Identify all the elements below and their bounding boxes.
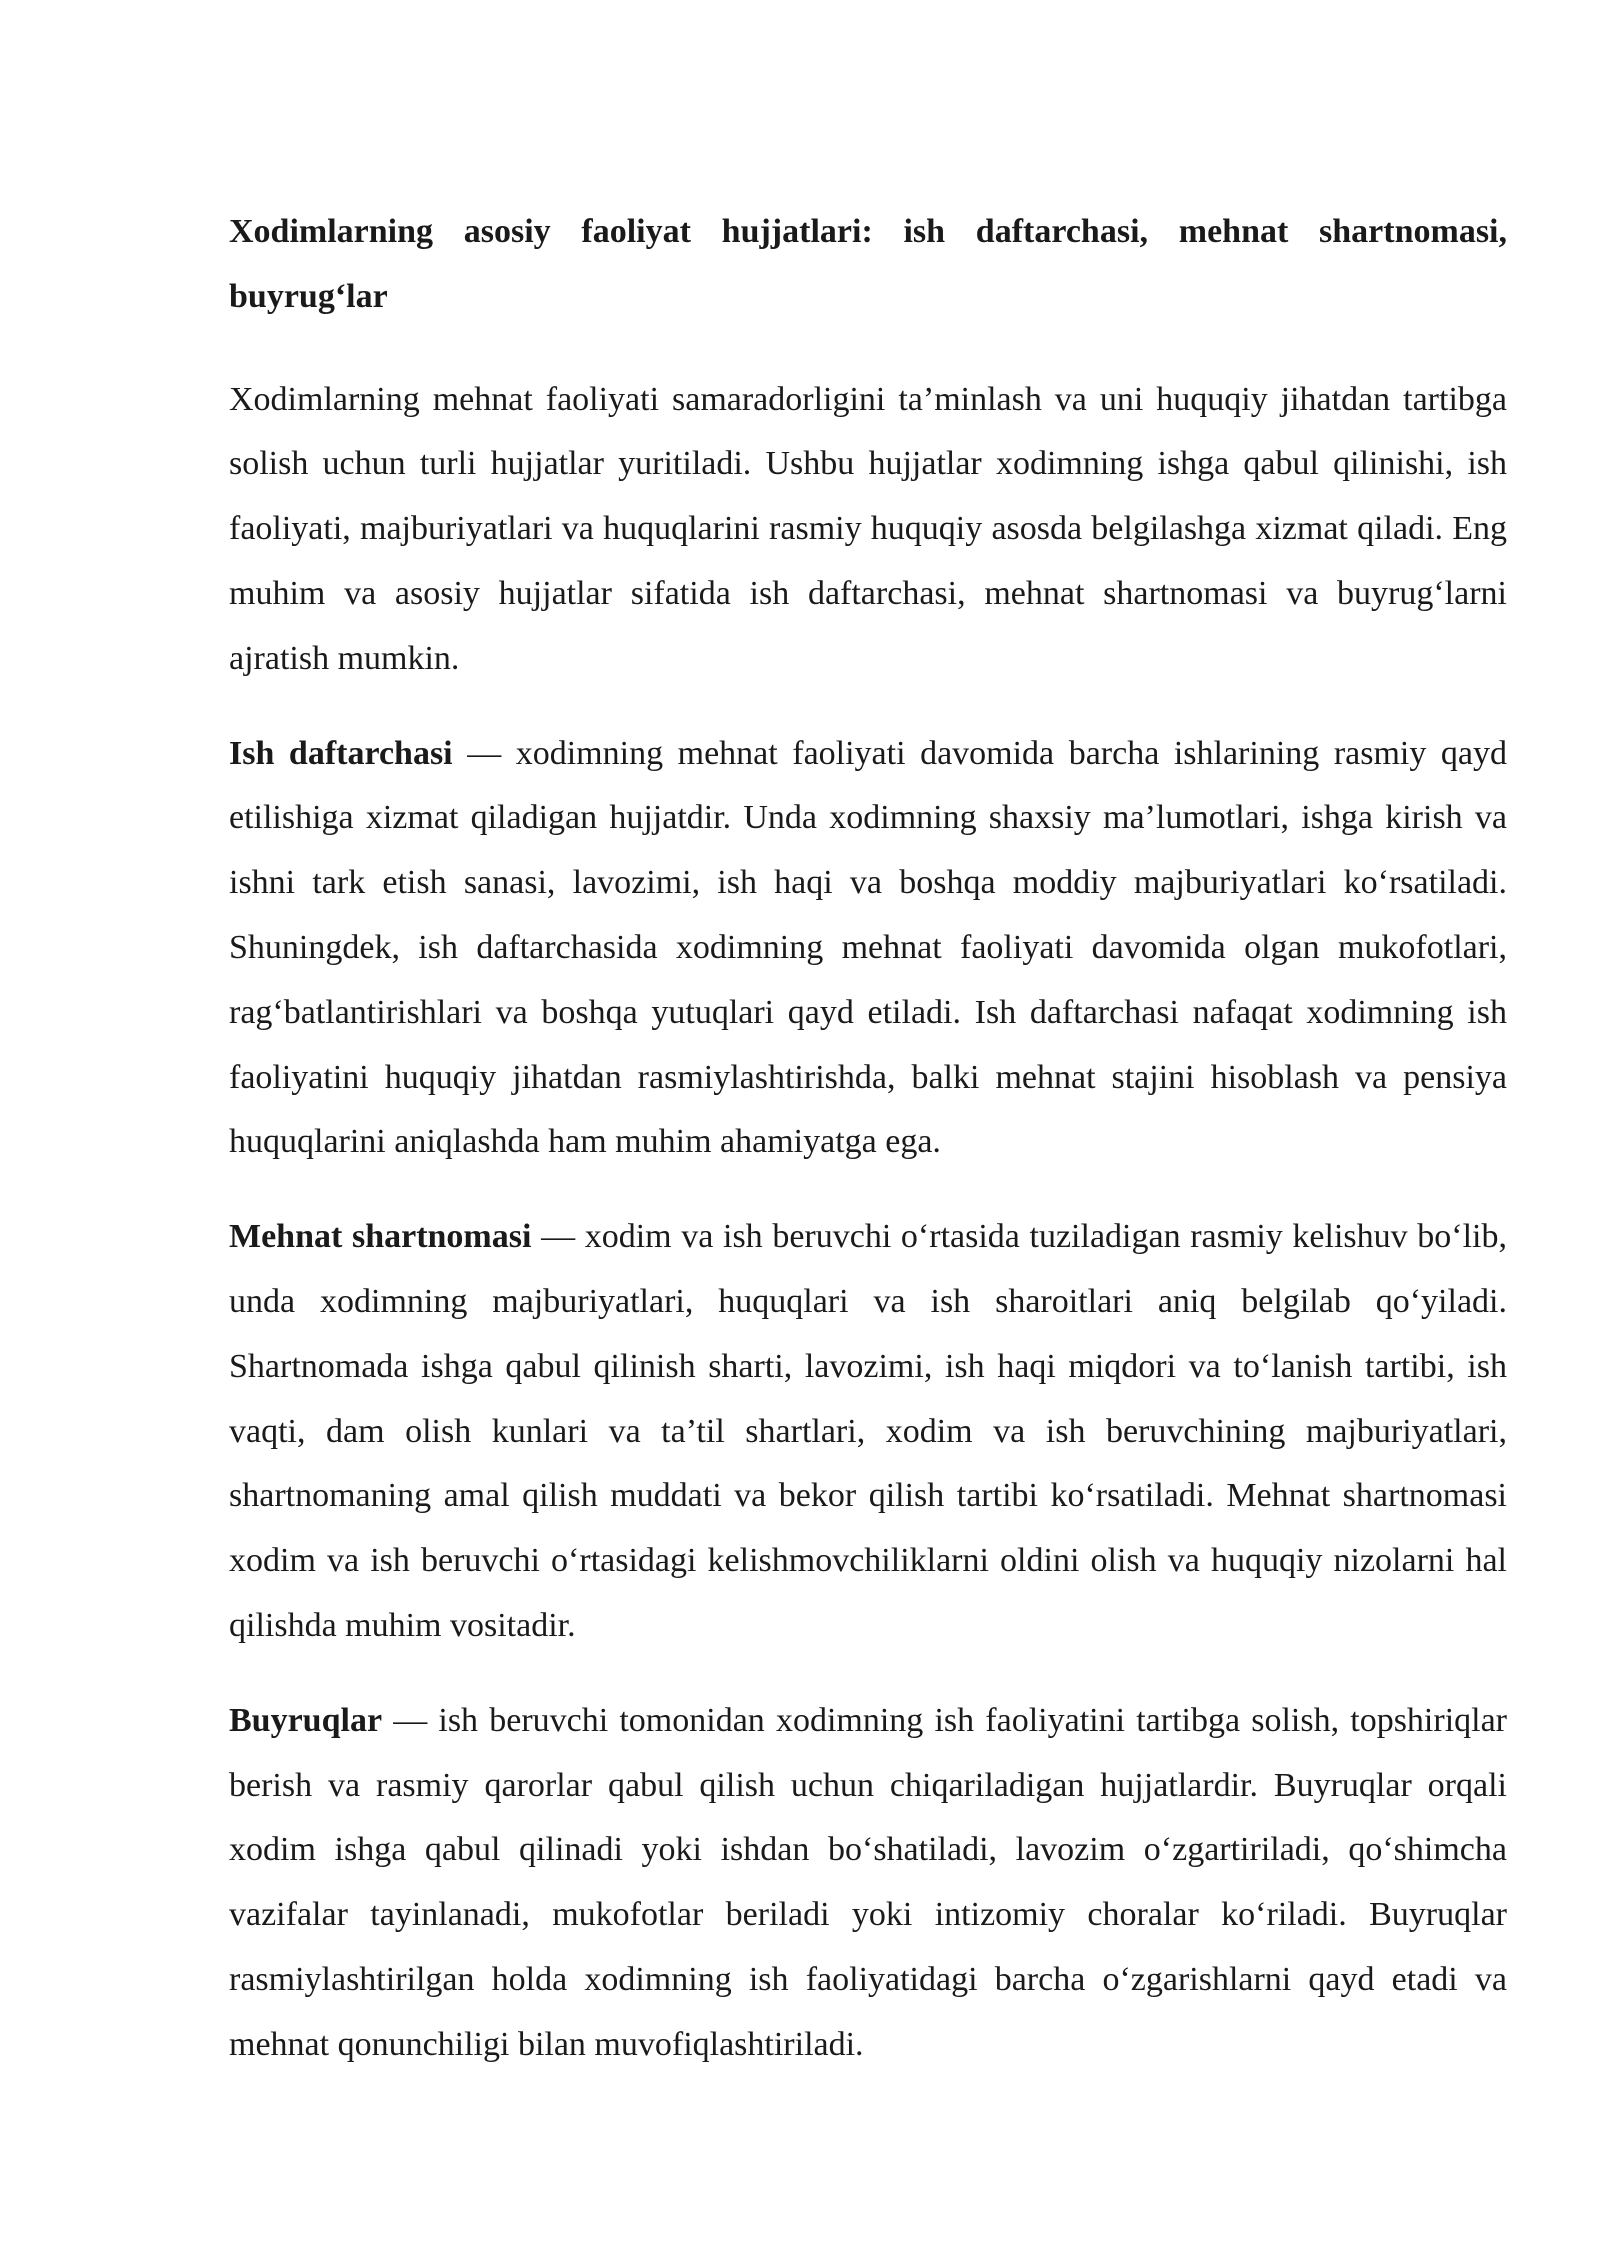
section-buyruqlar [229, 1689, 1507, 2078]
section-text: — ish beruvchi tomonidan xodimning ish faoliyatini tartibga solish, topshiriqlar berish va rasmiy qarorlar qabul qilish uchun chiqariladigan hujjatlardir. Buyruqlar orqali xodim ishga qabul qilinadi yoki ishdan bo‘shatiladi, lavozim o‘zgartiriladi, qo‘shimcha vazifalar tayinlanadi, mukofotlar beriladi yoki intizomiy choralar ko‘riladi. Buyruqlar rasmiylashtirilgan holda xodimning ish faoliyatidagi barcha o‘zgarishlarni qayd etadi va mehnat qonunchiligi bilan muvofiqlashtiriladi. [229, 1701, 1507, 2063]
document-body [229, 200, 1507, 2108]
section-term: Mehnat shartnomasi [229, 1218, 532, 1256]
section-term: Buyruqlar [229, 1701, 383, 1739]
document-title: Xodimlarning asosiy faoliyat hujjatlari: ish daftarchasi, mehnat shartnomasi, buyrug‘lar [229, 213, 1507, 315]
section-text: — xodim va ish beruvchi o‘rtasida tuziladigan rasmiy kelishuv bo‘lib, unda xodimning majburiyatlari, huquqlari va ish sharoitlari aniq belgilab qo‘yiladi. Shartnomada ishga qabul qilinish sharti, lavozimi, ish haqi miqdori va to‘lanish tartibi, ish vaqti, dam olish kunlari va ta’til shartlari, xodim va ish beruvchining majburiyatlari, shartnomaning amal qilish muddati va bekor qilish tartibi ko‘rsatiladi. Mehnat shartnomasi xodim va ish beruvchi o‘rtasidagi kelishmovchiliklarni oldini olish va huquqiy nizolarni hal qilishda muhim vositadir. [229, 1218, 1507, 1644]
section-mehnat-shartnomasi [229, 1205, 1507, 1659]
section-ish-daftarchasi [229, 722, 1507, 1176]
section-term: Ish daftarchasi [229, 734, 453, 772]
section-text: — xodimning mehnat faoliyati davomida barcha ishlarining rasmiy qayd etilishiga xizmat qiladigan hujjatdir. Unda xodimning shaxsiy ma’lumotlari, ishga kirish va ishni tark etish sanasi, lavozimi, ish haqi va boshqa moddiy majburiyatlari ko‘rsatiladi. Shuningdek, ish daftarchasida xodimning mehnat faoliyati davomida olgan mukofotlari, rag‘batlantirishlari va boshqa yutuqlari qayd etiladi. Ish daftarchasi nafaqat xodimning ish faoliyatini huquqiy jihatdan rasmiylashtirishda, balki mehnat stajini hisoblash va pensiya huquqlarini aniqlashda ham muhim ahamiyatga ega. [229, 734, 1507, 1161]
intro-paragraph: Xodimlarning mehnat faoliyati samaradorligini ta’minlash va uni huquqiy jihatdan tartibga solish uchun turli hujjatlar yuritiladi. Ushbu hujjatlar xodimning ishga qabul qilinishi, ish faoliyati, majburiyatlari va huquqlarini rasmiy huquqiy asosda belgilashga xizmat qiladi. Eng muhim va asosiy hujjatlar sifatida ish daftarchasi, mehnat shartnomasi va buyrug‘larni ajratish mumkin. [229, 380, 1507, 677]
